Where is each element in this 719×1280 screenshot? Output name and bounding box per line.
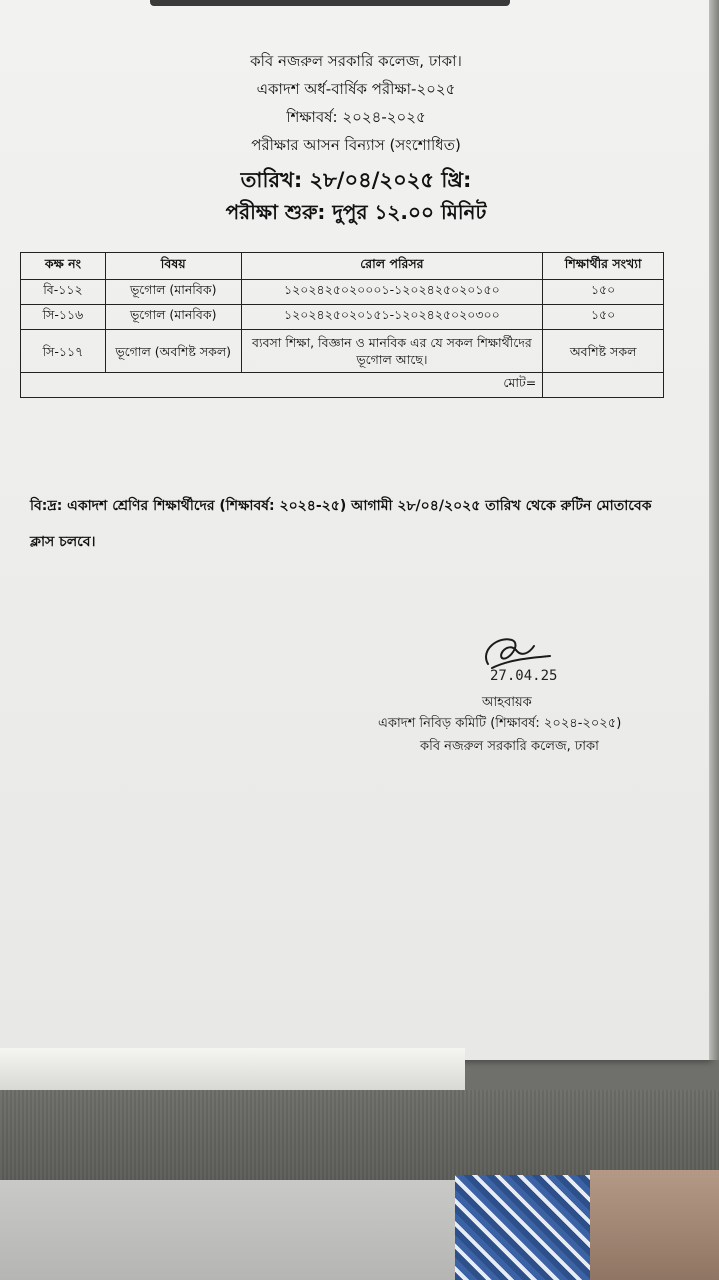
- total-value: [543, 373, 664, 398]
- clipboard-board: [0, 1090, 719, 1180]
- blue-patterned-fabric: [455, 1175, 595, 1280]
- signatory-title: আহবায়ক: [482, 695, 532, 710]
- count-cell: অবশিষ্ট সকল: [543, 330, 664, 373]
- count-cell: ১৫০: [543, 280, 664, 305]
- header-student-count: শিক্ষার্থীর সংখ্যা: [543, 253, 664, 280]
- count-cell: ১৫০: [543, 305, 664, 330]
- subject-cell: ভূগোল (মানবিক): [105, 280, 241, 305]
- grey-fabric: [0, 1180, 460, 1280]
- table-row: [21, 305, 664, 330]
- room-cell: সি-১১৭: [21, 330, 106, 373]
- notice-text: বি:দ্র: একাদশ শ্রেণির শিক্ষার্থীদের (শিক্ষাবর্ষ: ২০২৪-২৫) আগামী ২৮/০৪/২০২৫ তারিখ থেকে রুটিন মোতাবেক ক্লাস চলবে।: [30, 498, 652, 550]
- header-room: কক্ষ নং: [21, 253, 106, 280]
- exam-start-time: পরীক্ষা শুরু: দুপুর ১২.০০ মিনিট: [225, 200, 487, 224]
- clip-shadow: [150, 0, 510, 6]
- header-subject: বিষয়: [105, 253, 241, 280]
- session-line: শিক্ষাবর্ষ: ২০২৪-২০২৫: [286, 108, 426, 126]
- header-roll-range: রোল পরিসর: [241, 253, 543, 280]
- college-name: কবি নজরুল সরকারি কলেজ, ঢাকা।: [250, 52, 462, 70]
- room-cell: সি-১১৬: [21, 305, 106, 330]
- signature-date: 27.04.25: [490, 668, 558, 684]
- table-header-row: [21, 253, 664, 280]
- table-row: [21, 280, 664, 305]
- exam-title: একাদশ অর্ধ-বার্ষিক পরীক্ষা-২০২৫: [256, 80, 456, 98]
- room-cell: বি-১১২: [21, 280, 106, 305]
- roll-range-cell: ১২০২৪২৫০২০০০১-১২০২৪২৫০২০১৫০: [241, 280, 543, 305]
- table-row: [21, 330, 664, 373]
- wooden-surface: [590, 1170, 719, 1280]
- exam-date: তারিখ: ২৮/০৪/২০২৫ খ্রি:: [240, 168, 472, 192]
- subject-cell: ভূগোল (অবশিষ্ট সকল): [105, 330, 241, 373]
- underlying-paper: [0, 1048, 465, 1090]
- roll-range-cell: ১২০২৪২৫০২০১৫১-১২০২৪২৫০২০৩০০: [241, 305, 543, 330]
- paper-edge: [709, 0, 719, 1060]
- seat-plan-title: পরীক্ষার আসন বিন্যাস (সংশোধিত): [251, 136, 461, 154]
- seat-plan-table: [20, 252, 664, 398]
- table-total-row: [21, 373, 664, 398]
- subject-cell: ভূগোল (মানবিক): [105, 305, 241, 330]
- footer-college: কবি নজরুল সরকারি কলেজ, ঢাকা: [420, 739, 599, 754]
- roll-range-cell: ব্যবসা শিক্ষা, বিজ্ঞান ও মানবিক এর যে সকল শিক্ষার্থীদের ভূগোল আছে।: [241, 330, 543, 373]
- committee-name: একাদশ নিবিড় কমিটি (শিক্ষাবর্ষ: ২০২৪-২০২৫): [378, 716, 622, 731]
- total-label: মোট=: [21, 373, 543, 398]
